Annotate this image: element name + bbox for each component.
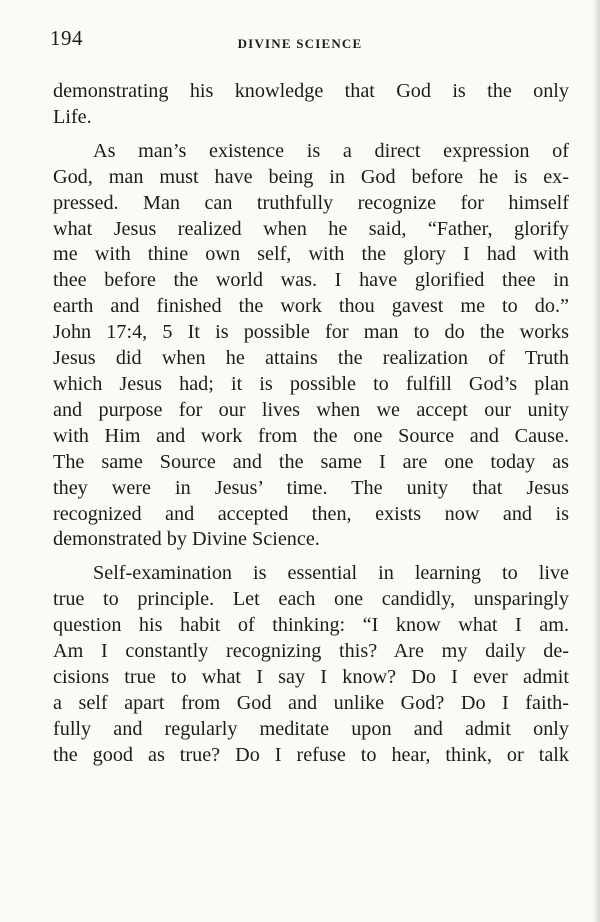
- text-line: Self-examination is essential in learning to live: [93, 562, 569, 585]
- text-line: demonstrated by Divine Science.: [53, 528, 320, 551]
- text-line: pressed. Man can truthfully recognize for himself: [53, 191, 569, 214]
- text-line: thee before the world was. I have glorified thee in: [53, 269, 569, 292]
- running-head: DIVINE SCIENCE: [237, 36, 363, 51]
- text-line: and purpose for our lives when we accept our unity: [53, 398, 569, 421]
- text-line: they were in Jesus’ time. The unity that Jesus: [53, 476, 569, 499]
- text-line: demonstrating his knowledge that God is the only: [53, 80, 569, 102]
- paragraph: [53, 139, 569, 554]
- text-line: Am I constantly recognizing this? Are my daily de-: [53, 640, 569, 663]
- paragraph: [53, 561, 569, 768]
- text-line: cisions true to what I say I know? Do I ever admit: [53, 665, 569, 688]
- text-line: Life.: [53, 105, 92, 128]
- text-line: God, man must have being in God before he is ex-: [53, 165, 569, 188]
- text-line: the good as true? Do I refuse to hear, think, or talk: [53, 743, 569, 766]
- text-line: Jesus did when he attains the realization of Truth: [53, 347, 569, 370]
- page-number: 194: [50, 26, 83, 50]
- text-line: me with thine own self, with the glory I had with: [53, 243, 569, 266]
- text-line: The same Source and the same I are one today as: [53, 450, 569, 473]
- text-line: which Jesus had; it is possible to fulfill God’s plan: [53, 372, 569, 395]
- text-line: question his habit of thinking: “I know what I am.: [53, 614, 569, 637]
- text-line: fully and regularly meditate upon and admit only: [53, 717, 569, 740]
- paragraph: [53, 79, 569, 131]
- page-edge-shadow: [592, 0, 600, 922]
- text-line: what Jesus realized when he said, “Father, glorify: [53, 217, 569, 240]
- body-text: [53, 79, 569, 769]
- text-line: with Him and work from the one Source and Cause.: [53, 424, 569, 447]
- text-line: As man’s existence is a direct expression of: [93, 139, 569, 162]
- text-line: recognized and accepted then, exists now and is: [53, 502, 569, 525]
- text-line: true to principle. Let each one candidly, unsparingly: [53, 588, 569, 611]
- text-line: a self apart from God and unlike God? Do I faith-: [53, 691, 569, 714]
- text-line: John 17:4, 5 It is possible for man to do the works: [53, 321, 569, 344]
- text-line: earth and finished the work thou gavest me to do.”: [53, 295, 569, 318]
